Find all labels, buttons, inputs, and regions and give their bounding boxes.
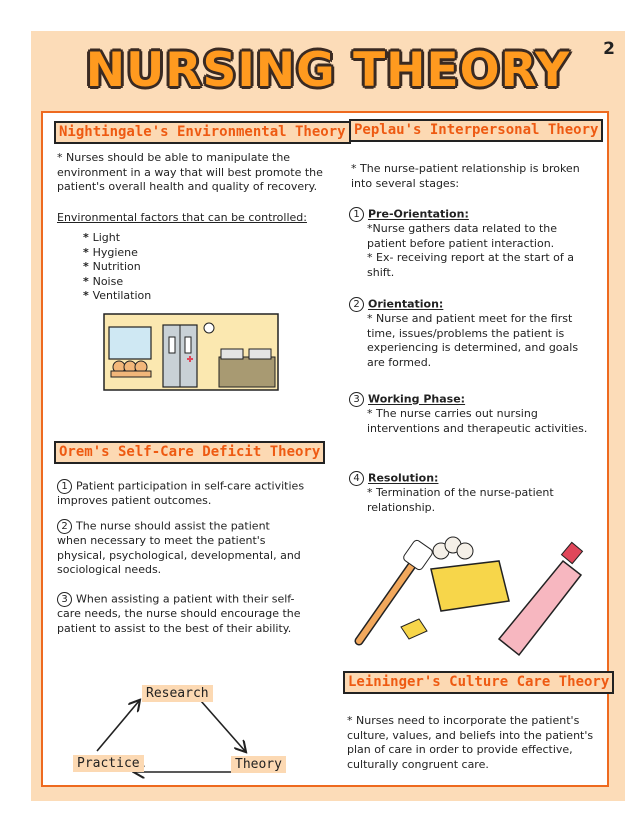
orem-heading: Orem's Self-Care Deficit Theory bbox=[54, 441, 325, 464]
stage-text: *Nurse gathers data related to the patient before patient interaction. bbox=[367, 222, 558, 250]
orem-point bbox=[57, 479, 307, 509]
number-badge: 1 bbox=[57, 479, 72, 494]
page-title: NURSING THEORY bbox=[85, 43, 571, 98]
nightingale-heading: Nightingale's Environmental Theory bbox=[54, 121, 351, 144]
number-badge: 4 bbox=[349, 471, 364, 486]
orem-point-text: When assisting a patient with their self-care needs, the nurse should encourage the patient to assist to the best of their ability. bbox=[57, 592, 301, 635]
number-badge: 1 bbox=[349, 207, 364, 222]
factor-item: * Hygiene bbox=[83, 246, 151, 261]
stage-text: * The nurse carries out nursing interventions and therapeutic activities. bbox=[367, 407, 588, 435]
cycle-theory-label: Theory bbox=[231, 756, 286, 773]
stage-label: Pre-Orientation: bbox=[368, 207, 469, 221]
hospital-room-illustration bbox=[103, 313, 279, 391]
peplau-heading: Peplau's Interpersonal Theory bbox=[349, 119, 603, 142]
orem-point bbox=[57, 592, 302, 636]
leininger-heading: Leininger's Culture Care Theory bbox=[343, 671, 614, 694]
stage-text: * Termination of the nurse-patient relationship. bbox=[367, 486, 554, 514]
peplau-stage bbox=[349, 471, 597, 515]
factor-item: * Light bbox=[83, 231, 151, 246]
peplau-stage bbox=[349, 392, 597, 436]
orem-point-text: The nurse should assist the patient when necessary to meet the patient's physical, psychological, developmental, and sociological needs. bbox=[57, 519, 301, 576]
page-number: 2 bbox=[603, 39, 615, 59]
cycle-practice-label: Practice bbox=[73, 755, 144, 772]
number-badge: 2 bbox=[57, 519, 72, 534]
content-panel bbox=[41, 111, 609, 787]
factor-item: * Noise bbox=[83, 275, 151, 290]
stage-label: Resolution: bbox=[368, 471, 439, 485]
nightingale-factors-label: Environmental factors that can be controlled: bbox=[57, 211, 307, 224]
stage-text: * Ex- receiving report at the start of a shift. bbox=[367, 251, 575, 279]
peplau-stage bbox=[349, 207, 597, 280]
orem-point-text: Patient participation in self-care activities improves patient outcomes. bbox=[57, 479, 305, 507]
worksheet-sheet bbox=[31, 31, 625, 801]
number-badge: 2 bbox=[349, 297, 364, 312]
orem-point bbox=[57, 519, 302, 578]
nightingale-intro: * Nurses should be able to manipulate the environment in a way that will best promote the patient's overall health and quality of recovery. bbox=[57, 151, 323, 193]
stage-label: Working Phase: bbox=[368, 392, 466, 406]
hygiene-items-illustration bbox=[353, 531, 593, 671]
peplau-intro: * The nurse-patient relationship is broken into several stages: bbox=[351, 162, 580, 190]
factor-item: * Ventilation bbox=[83, 289, 151, 304]
leininger-text: * Nurses need to incorporate the patient's culture, values, and beliefs into the patient's plan of care in order to provide effective, culturally congruent care. bbox=[347, 714, 594, 771]
stage-label: Orientation: bbox=[368, 297, 444, 311]
factor-item: * Nutrition bbox=[83, 260, 151, 275]
number-badge: 3 bbox=[57, 592, 72, 607]
peplau-stage bbox=[349, 297, 597, 370]
cycle-research-label: Research bbox=[142, 685, 213, 702]
environment-factor-list bbox=[83, 231, 151, 304]
stage-text: * Nurse and patient meet for the first time, issues/problems the patient is experiencing is determined, and goals are formed. bbox=[367, 312, 579, 369]
number-badge: 3 bbox=[349, 392, 364, 407]
